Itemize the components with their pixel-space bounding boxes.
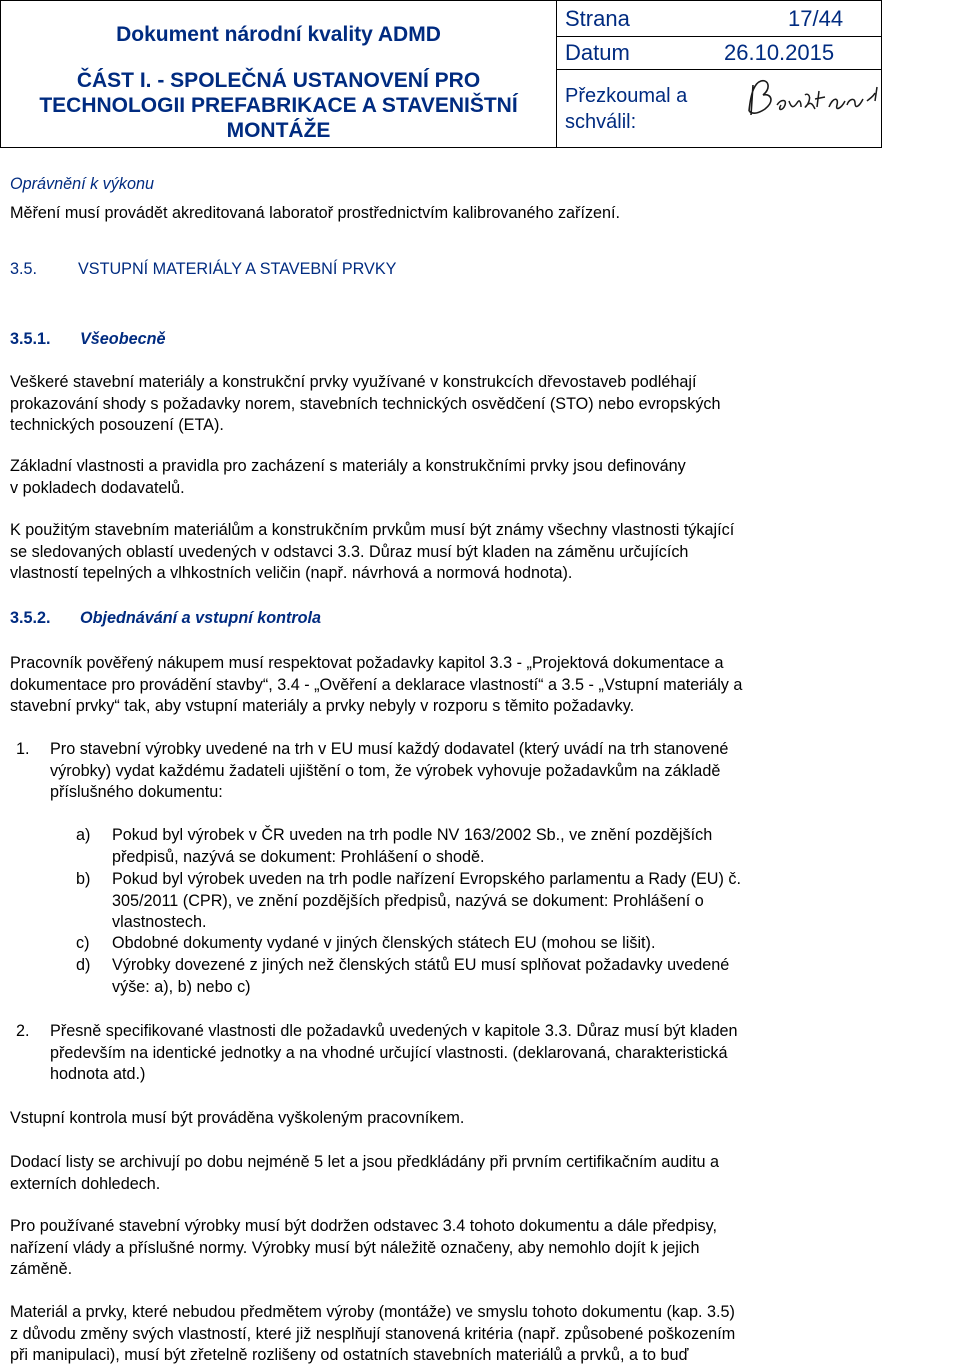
text-line: výše: a), b) nebo c) [112,977,251,996]
text-line: záměně. [10,1260,73,1278]
text-line: externích dohledech. [10,1174,161,1193]
paragraph [10,520,870,585]
paragraph [10,456,870,499]
text-line: výrobky) vydat každému žadateli ujištění o tom, že výrobek vyhovuje požadavkům na základě [50,761,721,780]
page-value: 17/44 [788,6,844,31]
sub-item-text [112,825,862,868]
text-line: předpisů, nazývá se dokument: Prohlášení o shodě. [112,847,485,866]
text-line: vlastností tepelných a vlhkostních veličin (např. návrhová a normová hodnota). [10,564,573,582]
text-line: Pokud byl výrobek uveden na trh podle nařízení Evropského parlamentu a Rady (EU) č. [112,870,741,888]
paragraph [10,653,870,718]
section-title: VSTUPNÍ MATERIÁLY A STAVEBNÍ PRVKY [78,260,397,278]
sub-item-label: c) [76,934,90,952]
approval-row [556,69,882,147]
text-line: nařízení vlády a příslušné normy. Výrobky musí být náležitě označeny, aby nemohlo dojít k jejich [10,1238,700,1257]
subsection-1-title: Všeobecně [80,330,166,348]
sub-item-label: a) [76,826,91,844]
section-number: 3.5. [10,260,38,278]
text-line: stavební prvky“ tak, aby vstupní materiály a prvky nebyly v rozporu s těmito požadavky. [10,697,635,715]
date-row [556,36,882,70]
text-line: technických posouzení (ETA). [10,416,224,434]
header-title-cell [1,1,557,148]
header-meta-cell [556,1,883,148]
text-line: hodnota atd.) [50,1065,146,1083]
text-line: Výrobky dovezené z jiných než členských států EU musí splňovat požadavky uvedené [112,956,730,974]
approval-label-line: schválil: [565,111,637,133]
handwritten-signature [741,71,881,141]
paragraph: Vstupní kontrola musí být prováděna vyškoleným pracovníkem. [10,1109,465,1127]
text-line: vlastnostech. [112,913,207,931]
text-line: Obdobné dokumenty vydané v jiných členských státech EU (mohou se lišit). [112,934,656,952]
subsection-2-heading [10,608,870,630]
text-line: při manipulaci), musí být zřetelně rozlišeny od ostatních stavebních materiálů a prvků, a to buď [10,1346,689,1364]
text-line: Pokud byl výrobek v ČR uveden na trh podle NV 163/2002 Sb., ve znění pozdějších [112,826,713,844]
text-line: z důvodu změny svých vlastností, které již nesplňují stanovená kritéria (např. způsobené poškozením [10,1324,736,1343]
page-label: Strana [565,6,630,31]
text-line: Dodací listy se archivují po dobu nejméně 5 let a jsou předkládány při prvním certifikačním auditu a [10,1153,720,1171]
item-text [50,739,870,804]
date-value: 26.10.2015 [724,40,835,65]
part-title-line: TECHNOLOGII PREFABRIKACE A STAVENIŠTNÍ [39,94,518,117]
subsection-1-number: 3.5.1. [10,330,51,348]
sub-item-text [112,955,862,998]
page-row [556,1,882,37]
text-line: se sledovaných oblastí uvedených v odstavci 3.3. Důraz musí být kladen na záměnu určujících [10,542,689,561]
text-line: Materiál a prvky, které nebudou předmětem výroby (montáže) ve smyslu tohoto dokumentu (kap. 3.5) [10,1303,735,1321]
text-line: Pro používané stavební výrobky musí být dodržen odstavec 3.4 tohoto dokumentu a dále předpisy, [10,1217,717,1235]
date-label: Datum [565,40,630,65]
part-title-line: ČÁST I. - SPOLEČNÁ USTANOVENÍ PRO [76,69,481,92]
authorization-heading: Oprávnění k výkonu [10,175,154,193]
text-line: prokazování shody s požadavky norem, stavebních technických osvědčení (STO) nebo evropských [10,394,721,413]
item-text [50,1021,870,1086]
paragraph [10,1302,870,1367]
text-line: především na identické jednotky a na vhodné určující vlastnosti. (deklarovaná, charakteristická [50,1043,728,1062]
text-line: příslušného dokumentu: [50,783,223,801]
subsection-2-number: 3.5.2. [10,609,51,627]
paragraph [10,372,870,437]
approval-label [565,83,687,135]
document-header [0,0,882,148]
text-line: Základní vlastnosti a pravidla pro zacházení s materiály a konstrukčními prvky jsou definovány [10,457,686,475]
document-title: Dokument národní kvality ADMD [116,23,441,46]
text-line: 305/2011 (CPR), ve znění pozdějších předpisů, nazývá se dokument: Prohlášení o [112,891,704,910]
paragraph [10,1152,870,1195]
sub-item-text [112,933,862,955]
text-line: K použitým stavebním materiálům a konstrukčním prvkům musí být známy všechny vlastnosti týkající [10,521,735,539]
section-heading [10,259,870,281]
approval-label-line: Přezkoumal a [565,85,688,107]
item-number: 1. [16,740,30,758]
sub-item-label: d) [76,956,91,974]
sub-item-text [112,869,862,934]
text-line: Pracovník pověřený nákupem musí respektovat požadavky kapitol 3.3 - „Projektová dokumentace a [10,654,724,672]
text-line: dokumentace pro provádění stavby“, 3.4 - „Ověření a deklarace vlastností“ a 3.5 - „Vstupní materiály a [10,675,743,694]
sub-item-label: b) [76,870,91,888]
item-number: 2. [16,1022,30,1040]
text-line: Pro stavební výrobky uvedené na trh v EU musí každý dodavatel (který uvádí na trh stanovené [50,740,729,758]
text-line: v pokladech dodavatelů. [10,478,185,497]
paragraph [10,1216,870,1281]
part-title [1,68,556,143]
part-title-line: MONTÁŽE [226,119,331,142]
subsection-2-title: Objednávání a vstupní kontrola [80,609,322,627]
subsection-1-heading [10,329,870,351]
text-line: Přesně specifikované vlastnosti dle požadavků uvedených v kapitole 3.3. Důraz musí být kladen [50,1022,738,1040]
authorization-text: Měření musí provádět akreditovaná laboratoř prostřednictvím kalibrovaného zařízení. [10,204,621,222]
text-line: Veškeré stavební materiály a konstrukční prvky využívané v konstrukcích dřevostaveb podléhají [10,373,697,391]
